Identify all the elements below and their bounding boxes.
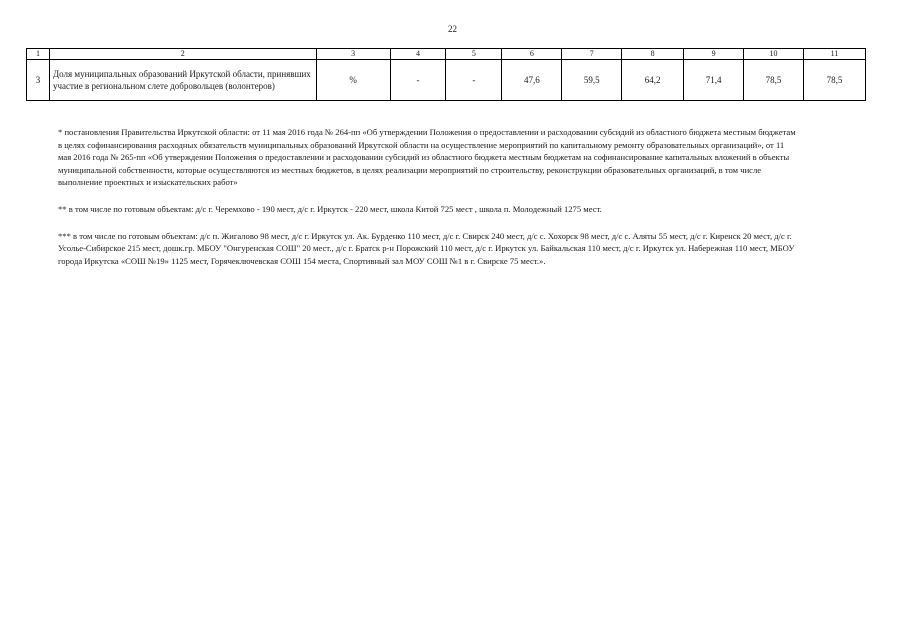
table-row (27, 60, 866, 101)
column-number-cell: 2 (49, 49, 316, 60)
value-cell: - (446, 60, 502, 101)
footnote: ** в том числе по готовым объектам: д/с г. Черемхово - 190 мест, д/с г. Иркутск - 220 мест, школа Китой 725 мест , школа п. Молодежный 1275 мест. (58, 203, 602, 214)
column-number-cell: 5 (446, 49, 502, 60)
column-number-cell: 9 (684, 49, 744, 60)
table-header-row (27, 49, 866, 60)
value-cell: 78,5 (803, 60, 865, 101)
footnote: *** в том числе по готовым объектам: д/с п. Жигалово 98 мест, д/с г. Иркутск ул. Ак. Бурденко 110 мест, д/с г. Свирск 240 мест, д/с с. Хохорск 98 мест, д/с с. Аляты 55 мест, д/с г. Киренск 20 мест, д/с г. Усолье-Сибирское 215 мест, дошк.гр. МБОУ "Онгуренская СОШ" 20 мест., д/с г. Братск р-н Порожский 110 мест, д/с г. Иркутск ул. Байкальская 110 мест, д/с г. Иркутск ул. Набережная 110 мест, МБОУ города Иркутска «СОШ №19» 1125 мест, Горячеключевская СОШ 154 места, Спортивный зал МОУ СОШ №1 в г. Свирске 75 мест.». (58, 230, 795, 266)
indicator-name-cell: Доля муниципальных образований Иркутской области, принявших участие в региональном слете добровольцев (волонтеров) (49, 60, 316, 101)
indicators-table (26, 48, 866, 101)
footnote: * постановления Правительства Иркутской области: от 11 мая 2016 года № 264-пп «Об утверждении Положения о предоставлении и расходовании субсидий из областного бюджета местным бюджетам в целях софинансирования расходных обязательств муниципальных образований Иркутской области на осуществление мероприятий по капитальному ремонту образовательных организаций», от 11 мая 2016 года № 265-пп «Об утверждении Положения о предоставлении и расходовании субсидий из областного бюджета местным бюджетам на софинансирование капитальных вложений в объекты муниципальной собственности, которые осуществляются из местных бюджетов, в целях реализации мероприятий по строительству, реконструкции образовательных организаций, в том числе выполнение проектных и изыскательских работ» (58, 127, 796, 188)
column-number-cell: 4 (390, 49, 446, 60)
value-cell: 59,5 (562, 60, 622, 101)
column-number-cell: 8 (622, 49, 684, 60)
value-cell: 64,2 (622, 60, 684, 101)
row-number-cell: 3 (27, 60, 50, 101)
unit-cell: % (316, 60, 390, 101)
value-cell: 47,6 (502, 60, 562, 101)
footnotes (58, 126, 798, 281)
column-number-cell: 11 (803, 49, 865, 60)
column-number-cell: 1 (27, 49, 50, 60)
value-cell: 78,5 (744, 60, 804, 101)
column-number-cell: 10 (744, 49, 804, 60)
column-number-cell: 3 (316, 49, 390, 60)
page-number: 22 (448, 24, 457, 34)
value-cell: 71,4 (684, 60, 744, 101)
column-number-cell: 6 (502, 49, 562, 60)
column-number-cell: 7 (562, 49, 622, 60)
value-cell: - (390, 60, 446, 101)
